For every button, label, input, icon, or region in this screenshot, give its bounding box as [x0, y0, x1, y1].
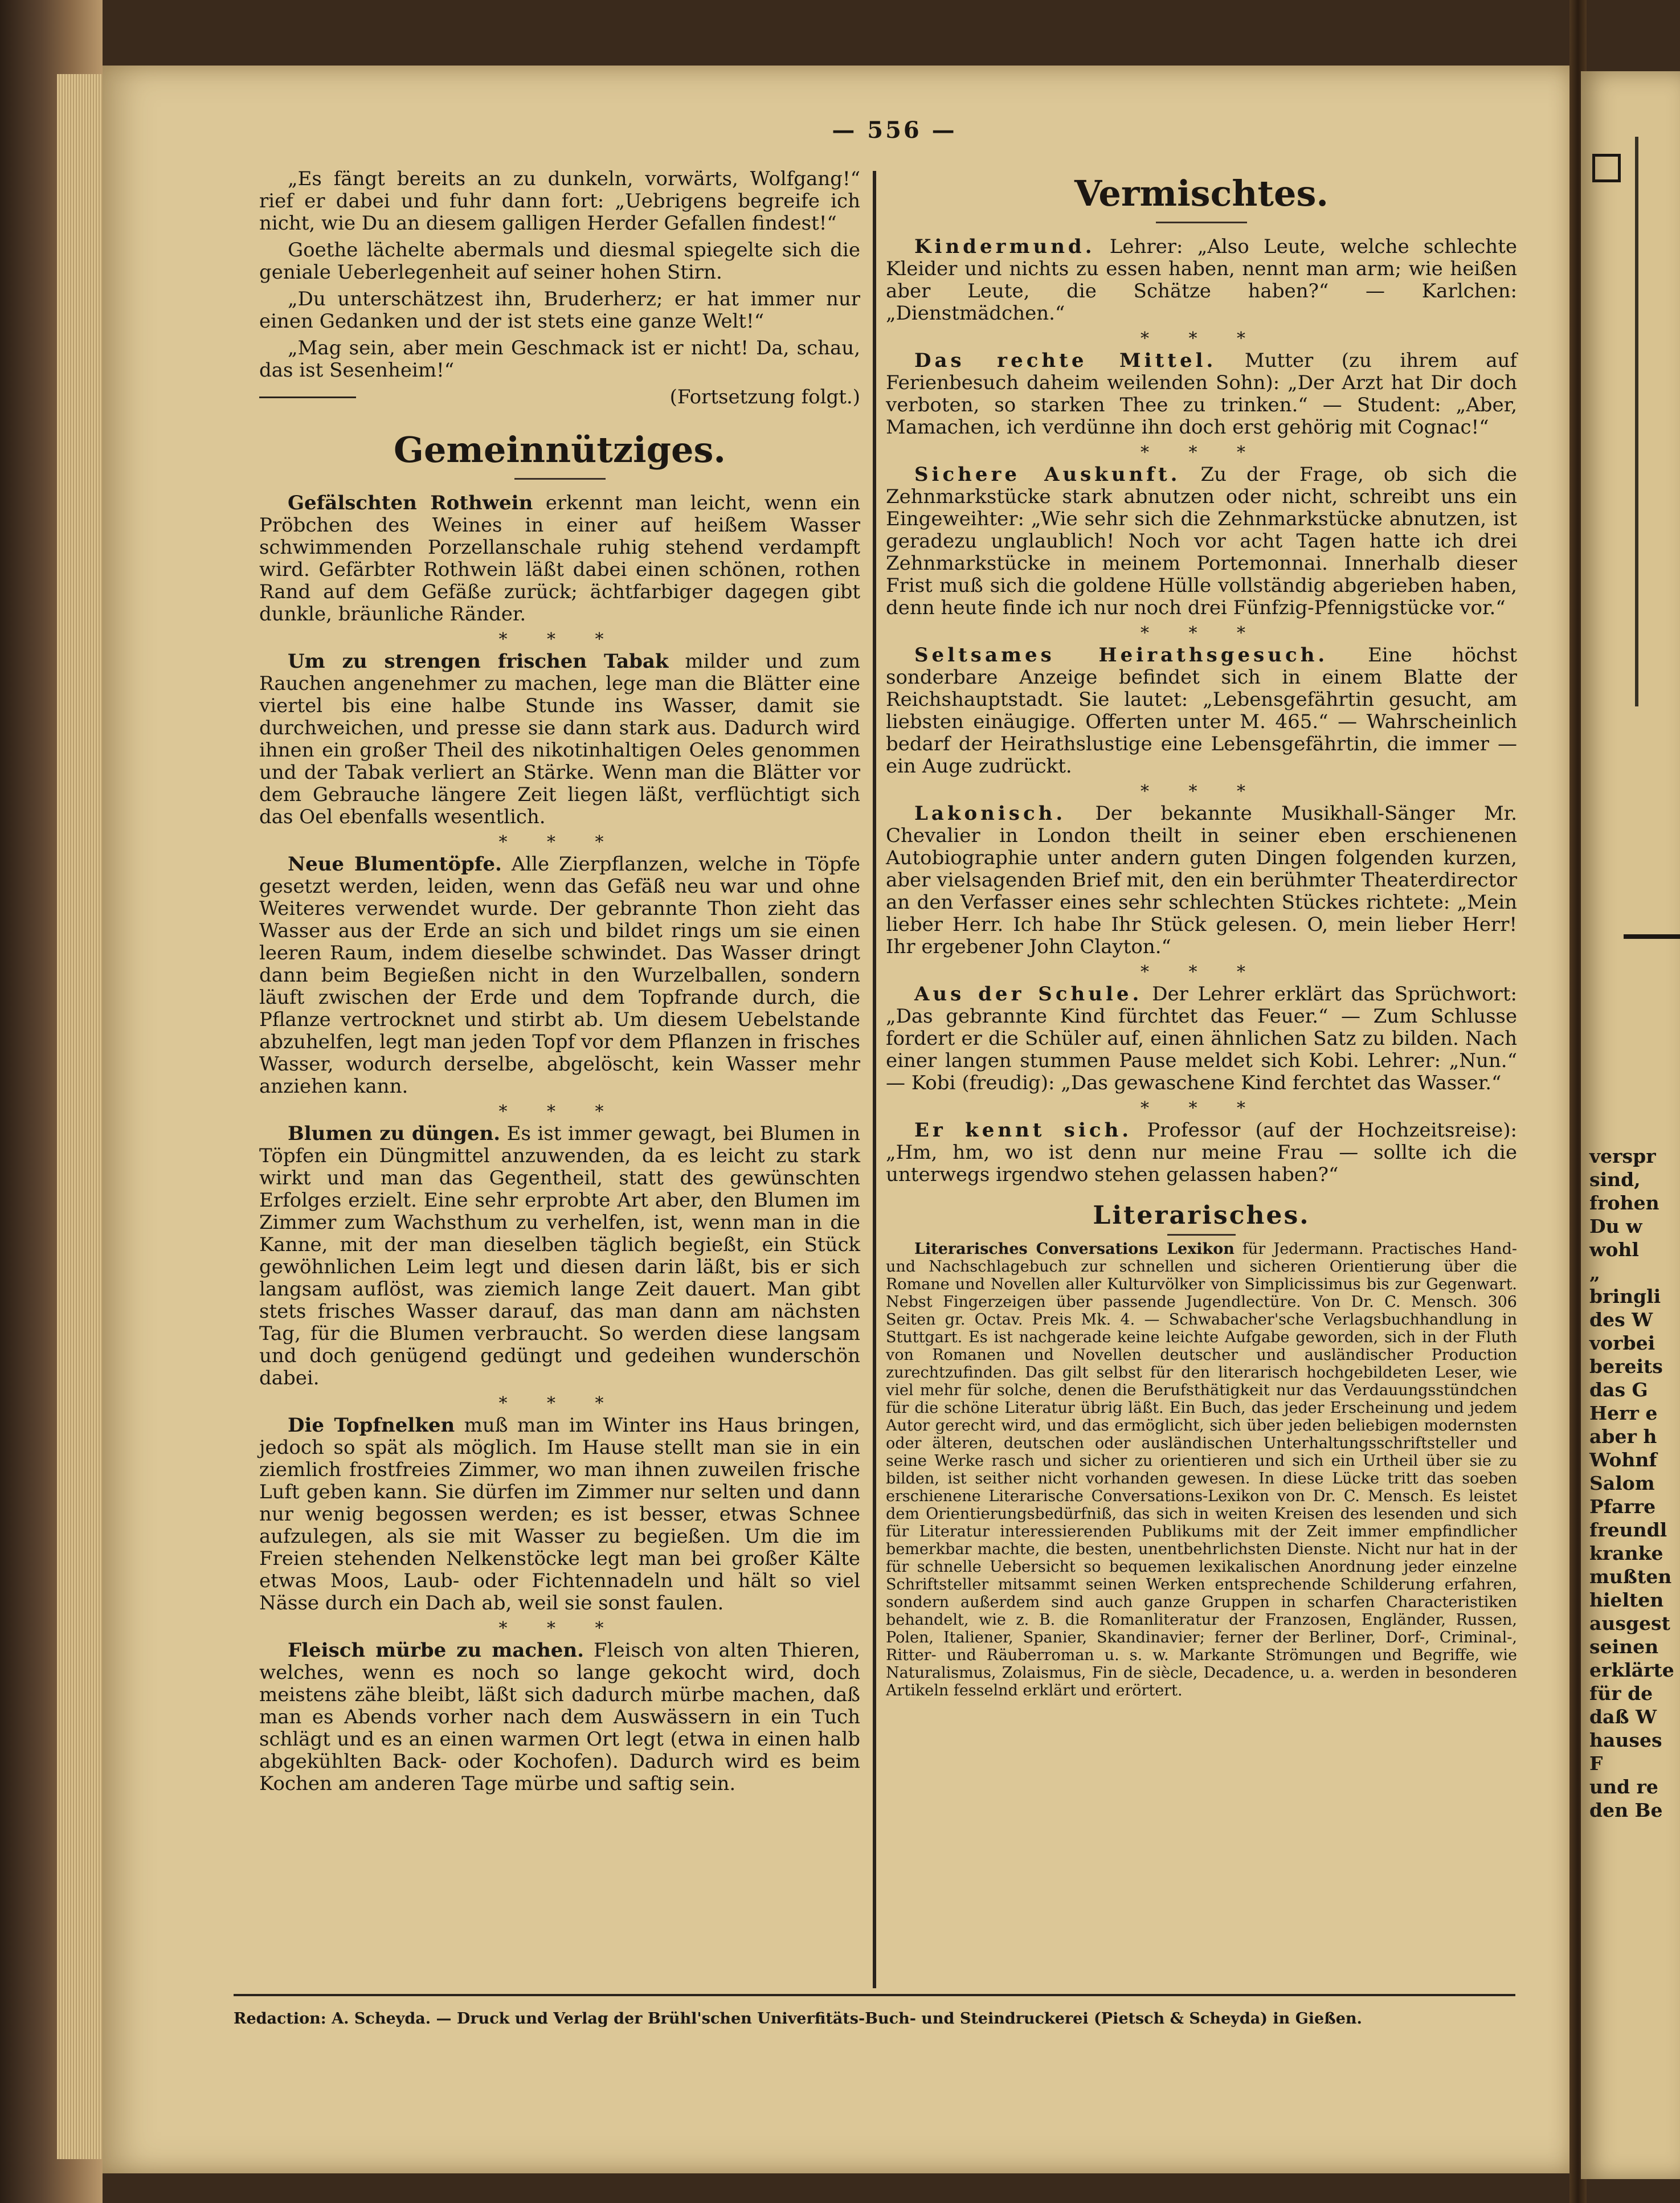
next-page-line: seinen	[1589, 1636, 1659, 1658]
story-paragraph: Goethe lächelte abermals und diesmal spiegelte sich die geniale Ueberlegenheit auf seiner hohen Stirn.	[259, 239, 860, 284]
article-lead: Die Topfnelken	[288, 1414, 455, 1437]
right-column	[886, 168, 1517, 1699]
article-text: muß man im Winter ins Haus bringen, jedoch so spät als möglich. Im Hause stellt man sie in ein ziemlich frostfreies Zimmer, wo man ihnen zuweilen frische Luft geben kann. Sie dürfen im Zimmer nur selten und dann nur wenig begossen werden; es ist besser, etwas Schnee aufzulegen, als sie mit Wasser zu begießen. Um die im Freien stehenden Nelkenstöcke legt man bei großer Kälte etwas Moos, Laub- oder Fichtennadeln und hält so viel Nässe durch ein Dach ab, weil sie sonst faulen.	[259, 1414, 860, 1615]
section-title-gemeinnuetziges: Gemeinnütziges.	[394, 429, 726, 471]
anecdote-lead: Seltsames Heirathsgesuch.	[914, 644, 1329, 667]
anecdote-lead: Kindermund.	[914, 235, 1096, 258]
article	[259, 1640, 860, 1795]
next-page-line: F	[1589, 1752, 1603, 1775]
article-text: erkennt man leicht, wenn ein Pröbchen des Weines in einer auf heißem Wasser schwimmenden Porzellanschale ruhig stehend verdampft wird. Gefärbter Rothwein läßt dabei einen schönen, rothen Rand auf dem Gefäße zurück; ächtfarbiger dagegen gibt dunkle, bräunliche Ränder.	[259, 492, 860, 626]
next-page-line: aber h	[1589, 1425, 1657, 1448]
next-page-line: und re	[1589, 1776, 1658, 1798]
article-lead: Fleisch mürbe zu machen.	[288, 1639, 584, 1662]
anecdote	[886, 350, 1517, 439]
left-column	[259, 168, 860, 1800]
next-page-line: wohl	[1589, 1239, 1639, 1261]
anecdote-lead: Aus der Schule.	[914, 983, 1143, 1006]
section-title-literarisches: Literarisches.	[1093, 1201, 1310, 1230]
asterism-separator: * * *	[498, 832, 621, 852]
anecdote-lead: Das rechte Mittel.	[914, 349, 1217, 372]
asterism-separator: * * *	[1140, 623, 1263, 643]
article	[259, 651, 860, 828]
article-text: Fleisch von alten Thieren, welches, wenn es noch so lange gekocht wird, doch meistens zähe bleibt, läßt sich dadurch mürbe machen, daß man es Abends vorher nach dem Auswässern in ein Tuch schlägt und es an einen warmen Ort legt (etwa in einen halb abgekühlten Back- oder Kochofen). Dadurch wird es beim Kochen am anderen Tage mürbe und saftig sein.	[259, 1639, 860, 1795]
anecdote-lead: Er kennt sich.	[914, 1119, 1133, 1142]
next-page-text	[1589, 1145, 1680, 1822]
next-page-line: bringli	[1589, 1285, 1661, 1307]
next-page-line: Pfarre	[1589, 1495, 1656, 1518]
continuation-note: (Fortsetzung folgt.)	[669, 386, 860, 408]
asterism-separator: * * *	[1140, 329, 1263, 349]
anecdote-text: Der bekannte Musikhall-Sänger Mr. Chevalier in London theilt in seiner eben erschienenen Autobiographie unter andern guten Dingen folgenden kurzen, aber vielsagenden Brief mit, den ein berühmter Theaterdirector an den Verfasser eines sehr schlechten Stückes richtete: „Mein lieber Herr. Ich habe Ihr Stück gelesen. O, mein lieber Herr! Ihr ergebener John Clayton.“	[886, 802, 1517, 958]
asterism-separator: * * *	[498, 1393, 621, 1413]
column-divider	[873, 171, 876, 1988]
article-text: Alle Zierpflanzen, welche in Töpfe gesetzt werden, leiden, wenn das Gefäß neu war und ohne Weiteres verwendet wurde. Der gebrannte Thon zieht das Wasser aus der Erde an sich und bildet rings um sie einen leeren Raum, indem dieselbe schwindet. Das Wasser dringt dann beim Begießen nicht in den Wurzelballen, sondern läuft zwischen der Erde und dem Topfrande durch, die Pflanze vertrocknet und stirbt ab. Um diesem Uebelstande abzuhelfen, legt man jeden Topf vor dem Pflanzen in frisches Wasser, wodurch derselbe, abgelöscht, kein Wasser mehr anziehen kann.	[259, 853, 860, 1098]
next-page-line: vorbei	[1589, 1332, 1656, 1354]
story-continuation	[259, 168, 860, 382]
next-page-line: erklärte	[1589, 1659, 1674, 1681]
next-page-line: ausgest	[1589, 1612, 1670, 1634]
section-title-vermischtes: Vermischtes.	[1074, 173, 1329, 214]
next-page-line: freundl	[1589, 1519, 1667, 1541]
asterism-separator: * * *	[1140, 1098, 1263, 1118]
next-page-rule	[1624, 934, 1680, 939]
story-paragraph: „Mag sein, aber mein Geschmack ist er nicht! Da, schau, das ist Sesenheim!“	[259, 337, 860, 382]
anecdote	[886, 803, 1517, 958]
anecdote-text: Professor (auf der Hochzeitsreise): „Hm, hm, wo ist denn nur meine Frau — sollte ich die unterwegs irgendwo stehen gelassen haben?“	[886, 1119, 1517, 1186]
next-page-line: für de	[1589, 1682, 1653, 1705]
next-page-line: sind,	[1589, 1168, 1641, 1191]
next-page-line: Herr e	[1589, 1402, 1658, 1424]
page-stack-edge	[57, 74, 108, 2159]
next-page-line: das G	[1589, 1379, 1648, 1401]
next-page-line: kranke	[1589, 1542, 1663, 1564]
asterism-separator: * * *	[1140, 782, 1263, 802]
story-paragraph: „Du unterschätzest ihn, Bruderherz; er hat immer nur einen Gedanken und der ist stets eine ganze Welt!“	[259, 288, 860, 333]
article-list	[259, 492, 860, 1795]
next-page-line: frohen	[1589, 1192, 1659, 1214]
article-lead: Blumen zu düngen.	[288, 1122, 501, 1145]
anecdote-lead: Lakonisch.	[914, 802, 1066, 825]
title-rule	[1156, 222, 1247, 223]
anecdote	[886, 464, 1517, 619]
story-paragraph: „Es fängt bereits an zu dunkeln, vorwärts, Wolfgang!“ rief er dabei und fuhr dann fort: „Uebrigens begreife ich nicht, wie Du an diesem galligen Herder Gefallen findest!“	[259, 167, 860, 235]
next-page-line: daß W	[1589, 1706, 1657, 1728]
literary-review-text: für Jedermann. Practisches Hand- und Nachschlagebuch zur schnellen und sicheren Orientierung über die Romane und Novellen aller Kulturvölker von Simplicissimus bis zur Gegenwart. Nebst Fingerzeigen über passende Jugendlectüre. Von Dr. C. Mensch. 306 Seiten gr. Octav. Preis Mk. 4. — Schwabacher'sche Verlagsbuchhandlung in Stuttgart. Es ist nachgerade keine leichte Aufgabe geworden, sich in der Fluth von Romanen und Novellen deutscher und ausländischer Production zurechtzufinden. Das gilt selbst für den literarisch hochgebildeten Leser, wie viel mehr für solche, denen die Berufsthätigkeit nur das Verdauungsstündchen für die schöne Literatur übrig läßt. Ein Buch, das jeder Erscheinung und jedem Autor gerecht wird, und das ermöglicht, sich über jeden beliebigen modernsten oder älteren, deutschen oder ausländischen Unterhaltungsschriftsteller und seine Werke rasch und sicher zu orientieren und sich ein Urtheil über sie zu bilden, ist seither nicht vorhanden gewesen. In diese Lücke tritt das soeben erschienene Literarische Conversations-Lexikon von Dr. C. Mensch. Es leistet dem Orientierungsbedürfniß, das sich in weiten Kreisen des lesenden und sich für Literatur interessierenden Publikums mit der Zeit immer empfindlicher bemerkbar machte, die besten, unentbehrlichsten Dienste. Nicht nur hat in der für schnelle Uebersicht so bequemen lexikalischen Anordnung jeder einzelne Schriftsteller mitsammt seinen Werken entsprechende Schilderung erfahren, sondern außerdem sind auch ganze Gruppen in scharfen Characteristiken behandelt, wie z. B. die Romanliteratur der Franzosen, Engländer, Russen, Polen, Italiener, Spanier, Skandinavier; ferner der Berliner, Dorf-, Criminal-, Ritter- und Räuberroman u. s. w. Markante Strömungen und Begriffe, wie Naturalismus, Zolaismus, Fin de siècle, Decadence, u. a. werden in besonderen Artikeln fesselnd erklärt und erörtert.	[886, 1240, 1517, 1699]
anecdote-lead: Sichere Auskunft.	[914, 463, 1181, 486]
anecdote-text: Eine höchst sonderbare Anzeige befindet sich in einem Blatte der Reichshauptstadt. Sie lautet: „Lebensgefährtin gesucht, am liebsten einäugige. Offerten unter M. 465.“ — Wahrscheinlich bedarf der Heirathslustige eine Lebensgefährtin, die immer — ein Auge zudrückt.	[886, 644, 1517, 778]
next-page-line: verspr	[1589, 1145, 1656, 1167]
next-page-line: Salom	[1589, 1472, 1655, 1494]
article-text: milder und zum Rauchen angenehmer zu machen, lege man die Blätter eine viertel bis eine halbe Stunde ins Wasser, damit sie durchweichen, und presse sie dann stark aus. Dadurch wird ihnen ein großer Theil des nikotinhaltigen Oeles genommen und der Tabak verliert an Stärke. Wenn man die Blätter vor dem Gebrauche längere Zeit liegen läßt, verflüchtigt sich das Oel ebenfalls wesentlich.	[259, 650, 860, 828]
title-rule	[1167, 1234, 1236, 1236]
article	[259, 492, 860, 626]
next-page-line: den Be	[1589, 1799, 1663, 1821]
article-lead: Um zu strengen frischen Tabak	[288, 650, 669, 673]
continuation-rule	[259, 397, 356, 398]
ornament-border	[1635, 137, 1680, 706]
footer-rule	[234, 1994, 1515, 1996]
next-page-line: des W	[1589, 1309, 1653, 1331]
asterism-separator: * * *	[498, 1618, 621, 1638]
next-page-line: hauses	[1589, 1729, 1662, 1751]
next-page-line: Wohnf	[1589, 1449, 1657, 1471]
anecdote	[886, 644, 1517, 778]
title-rule	[514, 478, 606, 480]
page-number: — 556 —	[832, 117, 957, 144]
article-text: Es ist immer gewagt, bei Blumen in Töpfen ein Düngmittel anzuwenden, da es leicht zu stark wirkt und man das Gegentheil, statt des gewünschten Erfolges erzielt. Eine sehr erprobte Art aber, den Blumen im Zimmer zum Wachsthum zu verhelfen, ist, wenn man in die Kanne, mit der man dieselben täglich begießt, ein Stück gewöhnlichen Leim legt und diesen darin läßt, bis er sich langsam auflöst, was ziemich lange Zeit dauert. Man gibt stets frisches Wasser darauf, das man dann am nächsten Tag, für die Blumen verbraucht. So werden diese langsam und doch genügend gedüngt und gedeihen wunderschön dabei.	[259, 1122, 860, 1389]
anecdote-list	[886, 236, 1517, 1186]
next-page-line: mußten	[1589, 1566, 1672, 1588]
next-page-line: hielten	[1589, 1589, 1664, 1611]
next-page-line: Du w	[1589, 1215, 1642, 1237]
continuation-line	[259, 386, 860, 408]
article-lead: Neue Blumentöpfe.	[288, 853, 502, 876]
article-lead: Gefälschten Rothwein	[288, 492, 533, 514]
anecdote-text: Zu der Frage, ob sich die Zehnmarkstücke stark abnutzen oder nicht, schreibt uns ein Eingeweihter: „Wie sehr sich die Zehnmarkstücke abnutzen, ist geradezu unglaublich! Noch vor acht Tagen hatte ich drei Zehnmarkstücke in meinem Portemonnai. Innerhalb dieser Frist muß sich die goldene Hülle vollständig abgerieben haben, denn heute finde ich nur noch drei Fünfzig-Pfennigstücke vor.“	[886, 463, 1518, 619]
anecdote-text: Der Lehrer erklärt das Sprüchwort: „Das gebrannte Kind fürchtet das Feuer.“ — Zum Schlusse fordert er die Schüler auf, einen ähnlichen Satz zu bilden. Nach einer langen stummen Pause meldet sich Kobi. Lehrer: „Nun.“ — Kobi (freudig): „Das gewaschene Kind ferchtet das Wasser.“	[886, 983, 1517, 1094]
asterism-separator: * * *	[1140, 443, 1263, 463]
literary-review	[886, 1240, 1517, 1699]
article	[259, 1415, 860, 1615]
anecdote-text: Mutter (zu ihrem auf Ferienbesuch daheim weilenden Sohn): „Der Arzt hat Dir doch verboten, so starken Thee zu trinken.“ — Student: „Aber, Mamachen, ich verdünne ihn doch erst gehörig mit Cognac!“	[886, 349, 1518, 439]
asterism-separator: * * *	[1140, 962, 1263, 982]
asterism-separator: * * *	[498, 630, 621, 649]
ornament-box-icon	[1592, 154, 1621, 182]
anecdote	[886, 236, 1517, 325]
article	[259, 1123, 860, 1389]
anecdote	[886, 983, 1517, 1094]
imprint-footer: Redaction: A. Scheyda. — Druck und Verlag der Brühl'schen Univerfitäts-Buch- und Steindruckerei (Pietsch & Scheyda) in Gießen.	[234, 2010, 1362, 2028]
article	[259, 853, 860, 1098]
literary-review-lead: Literarisches Conversations Lexikon	[914, 1240, 1235, 1258]
next-page-line: „	[1589, 1262, 1600, 1284]
asterism-separator: * * *	[498, 1102, 621, 1122]
next-page-line: bereits	[1589, 1355, 1663, 1378]
anecdote-text: Lehrer: „Also Leute, welche schlechte Kleider und nichts zu essen haben, nennt man arm; wie heißen aber Leute, die Schätze haben?“ — Karlchen: „Dienstmädchen.“	[886, 235, 1517, 325]
anecdote	[886, 1119, 1517, 1186]
